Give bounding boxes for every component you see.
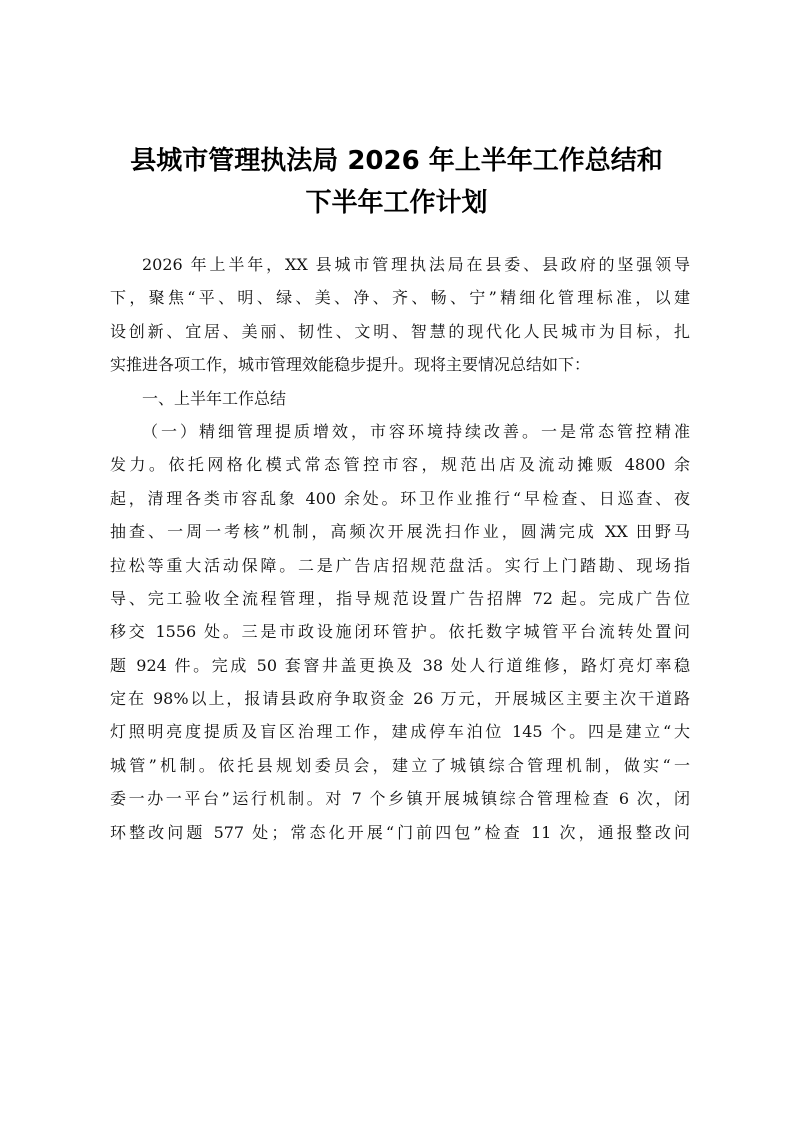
- document-body: [110, 248, 690, 849]
- text-line: 起，清理各类市容乱象 400 余处。环卫作业推行“早检查、日巡查、夜: [110, 488, 690, 508]
- title-line: 县城市管理执法局 2026 年上半年工作总结和: [130, 146, 663, 176]
- title-line: 下半年工作计划: [305, 188, 488, 218]
- text-line: 灯照明亮度提质及盲区治理工作，建成停车泊位 145 个。四是建立“大: [110, 722, 690, 742]
- document-title: [100, 140, 693, 224]
- text-line: 2026 年上半年，XX 县城市管理执法局在县委、县政府的坚强领导: [142, 255, 690, 274]
- text-line: 发力。依托网格化模式常态管控市容，规范出店及流动摊贩 4800 余: [110, 455, 690, 475]
- text-line: 环整改问题 577 处；常态化开展“门前四包”检查 11 次，通报整改问: [110, 822, 690, 842]
- text-line: 拉松等重大活动保障。二是广告店招规范盘活。实行上门踏勘、现场指: [110, 555, 690, 575]
- text-line: 一、上半年工作总结: [142, 388, 287, 408]
- text-line: 导、完工验收全流程管理，指导规范设置广告招牌 72 起。完成广告位: [110, 588, 690, 608]
- text-line: 抽查、一周一考核”机制，高频次开展洗扫作业，圆满完成 XX 田野马: [110, 522, 690, 542]
- text-line: 设创新、宜居、美丽、韧性、文明、智慧的现代化人民城市为目标，扎: [110, 321, 690, 341]
- text-line: 委一办一平台”运行机制。对 7 个乡镇开展城镇综合管理检查 6 次，闭: [110, 789, 690, 809]
- text-line: 城管”机制。依托县规划委员会，建立了城镇综合管理机制，做实“一: [110, 755, 690, 775]
- text-line: 移交 1556 处。三是市政设施闭环管护。依托数字城管平台流转处置问: [110, 622, 690, 642]
- text-line: 定在 98%以上，报请县政府争取资金 26 万元，开展城区主要主次干道路: [110, 689, 690, 709]
- text-line: 题 924 件。完成 50 套窨井盖更换及 38 处人行道维修，路灯亮灯率稳: [110, 655, 690, 675]
- body-paragraph: [110, 415, 690, 849]
- intro-paragraph: [110, 248, 690, 382]
- section-heading: [110, 382, 690, 415]
- text-line: 实推进各项工作，城市管理效能稳步提升。现将主要情况总结如下：: [110, 355, 591, 375]
- text-line: （一）精细管理提质增效，市容环境持续改善。一是常态管控精准: [142, 421, 690, 441]
- text-line: 下，聚焦“平、明、绿、美、净、齐、畅、宁”精细化管理标准，以建: [110, 288, 690, 308]
